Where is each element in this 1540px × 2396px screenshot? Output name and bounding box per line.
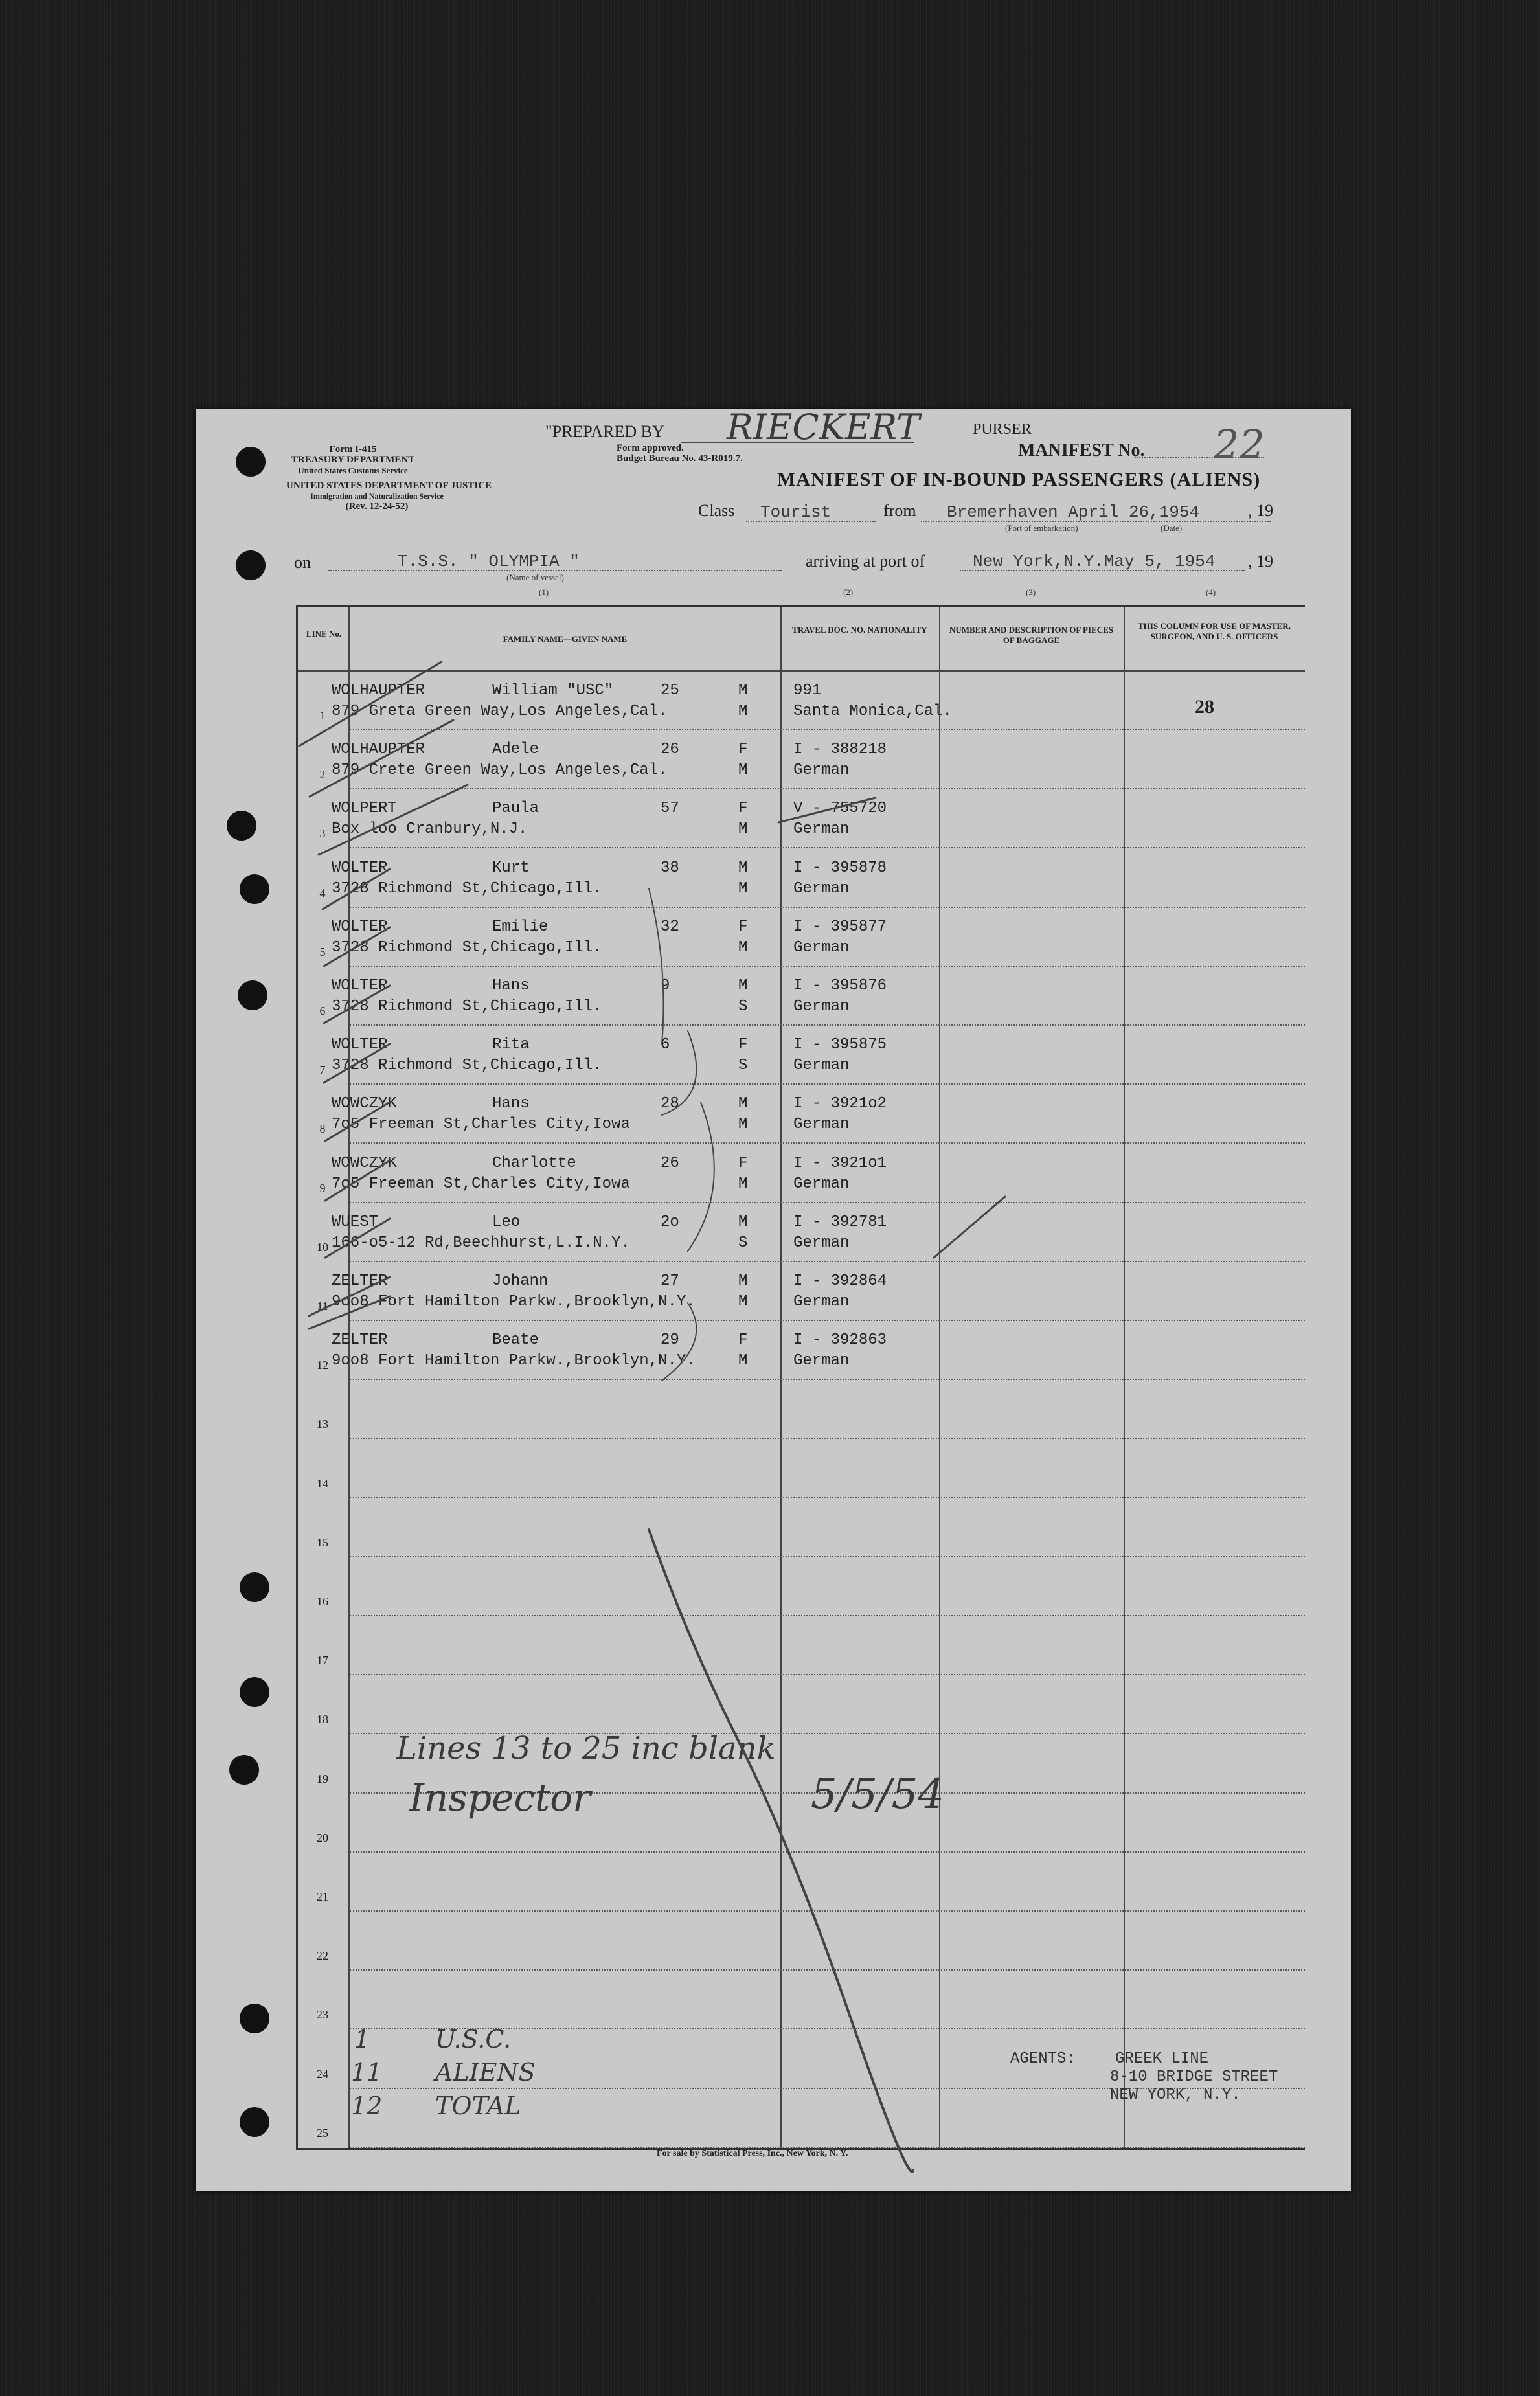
passenger-family-name: WOLTER (332, 918, 388, 936)
passenger-age: 38 (661, 859, 679, 877)
line-number: 24 (317, 2067, 328, 2081)
vessel-name: T.S.S. " OLYMPIA " (398, 552, 580, 571)
passenger-family-name: WOLHAUPTER (332, 741, 425, 759)
line-number: 5 (319, 945, 326, 958)
passenger-age: 2o (661, 1213, 679, 1231)
passenger-family-name: WUEST (332, 1213, 379, 1231)
passenger-marital-status: M (738, 762, 748, 780)
passenger-given-name: William "USC" (492, 682, 614, 699)
passenger-nationality: German (793, 1057, 850, 1075)
budget-bureau: Budget Bureau No. 43-R019.7. (617, 453, 743, 464)
passenger-address: 3728 Richmond St,Chicago,Ill. (332, 938, 602, 956)
line-number: 11 (317, 1300, 328, 1313)
passenger-age: 29 (661, 1331, 679, 1350)
treasury-dept: TREASURY DEPARTMENT (291, 455, 415, 465)
passenger-address: Box loo Cranbury,N.J. (332, 820, 528, 839)
passenger-family-name: ZELTER (332, 1272, 388, 1290)
col-header-line: LINE No. (306, 629, 342, 639)
travel-doc-number: I - 3921o2 (793, 1095, 887, 1113)
line-number: 16 (317, 1595, 328, 1608)
manifest-title: MANIFEST OF IN-BOUND PASSENGERS (ALIENS) (777, 469, 1261, 490)
passenger-marital-status: M (738, 938, 748, 956)
manifest-sheet (196, 409, 1351, 2191)
passenger-sex: M (738, 1272, 748, 1290)
year-suffix-1: , 19 (1248, 501, 1273, 520)
col-caption-2: (2) (843, 587, 854, 597)
col-header-officers: THIS COLUMN FOR USE OF MASTER, SURGEON, AND U. S. OFFICERS (1138, 621, 1291, 641)
passenger-nationality: German (793, 820, 850, 839)
form-revision: (Rev. 12-24-52) (345, 501, 409, 512)
travel-doc-number: I - 392863 (793, 1331, 887, 1350)
passenger-age: 26 (661, 1154, 679, 1172)
passenger-nationality: German (793, 1116, 850, 1134)
passenger-given-name: Beate (492, 1331, 539, 1350)
passenger-age: 26 (661, 741, 679, 759)
agents-label: AGENTS: (1010, 2050, 1076, 2068)
passenger-age: 27 (661, 1272, 679, 1290)
passenger-family-name: WOLTER (332, 977, 388, 995)
prepared-by-signature: RIECKERT (727, 407, 920, 447)
tally-label-usc: U.S.C. (435, 2025, 512, 2053)
travel-doc-number: 991 (793, 682, 822, 699)
customs-service: United States Customs Service (298, 466, 408, 475)
printer-footer: For sale by Statistical Press, Inc., New York, N. Y. (657, 2149, 848, 2158)
arriving-label: arriving at port of (806, 552, 925, 571)
passenger-address: 879 Greta Green Way,Los Angeles,Cal. (332, 703, 668, 720)
line-number: 6 (319, 1004, 326, 1017)
class-label: Class (698, 501, 735, 520)
passenger-age: 9 (661, 977, 670, 995)
passenger-family-name: WOWCZYK (332, 1154, 397, 1172)
col-caption-4: (4) (1206, 587, 1216, 597)
line-number: 25 (317, 2126, 328, 2140)
passenger-family-name: WOLTER (332, 1036, 388, 1054)
passenger-nationality: Santa Monica,Cal. (793, 703, 952, 720)
line-number: 13 (317, 1418, 328, 1431)
travel-doc-number: I - 388218 (793, 741, 887, 759)
passenger-family-name: WOLHAUPTER (332, 682, 425, 699)
line-number: 15 (317, 1535, 328, 1549)
inspection-date: 5/5/54 (811, 1770, 944, 1818)
passenger-sex: F (738, 741, 748, 759)
arrival-value: New York,N.Y.May 5, 1954 (973, 552, 1216, 571)
passenger-address: 9oo8 Fort Hamilton Parkw.,Brooklyn,N.Y. (332, 1352, 696, 1370)
from-label: from (883, 501, 916, 520)
passenger-given-name: Johann (492, 1272, 549, 1290)
passenger-address: 3728 Richmond St,Chicago,Ill. (332, 998, 602, 1015)
col-header-baggage: NUMBER AND DESCRIPTION OF PIECES OF BAGGAGE (949, 625, 1114, 645)
tally-label-aliens: ALIENS (435, 2058, 536, 2086)
form-id: Form I-415 (329, 444, 377, 455)
line-number: 14 (317, 1476, 328, 1490)
passenger-given-name: Paula (492, 800, 539, 818)
line-number: 4 (319, 886, 326, 899)
passenger-nationality: German (793, 938, 850, 956)
line-number: 10 (317, 1240, 328, 1254)
passenger-sex: F (738, 1154, 748, 1172)
line-number: 22 (317, 1949, 328, 1963)
passenger-age: 6 (661, 1036, 670, 1054)
form-approved: Form approved. (617, 443, 684, 453)
col-header-name: FAMILY NAME—GIVEN NAME (503, 634, 628, 644)
passenger-family-name: WOWCZYK (332, 1095, 397, 1113)
passenger-age: 28 (661, 1095, 679, 1113)
col-caption-1: (1) (539, 587, 549, 597)
purser-label: PURSER (973, 421, 1032, 438)
passenger-family-name: ZELTER (332, 1331, 388, 1350)
passenger-marital-status: S (738, 1057, 748, 1075)
passenger-address: 3728 Richmond St,Chicago,Ill. (332, 879, 602, 898)
officer-note: 28 (1195, 696, 1214, 718)
passenger-marital-status: M (738, 1175, 748, 1193)
travel-doc-number: I - 395875 (793, 1036, 887, 1054)
travel-doc-number: I - 392781 (793, 1213, 887, 1231)
passenger-marital-status: M (738, 703, 748, 720)
passenger-sex: M (738, 859, 748, 877)
passenger-nationality: German (793, 1352, 850, 1370)
passenger-given-name: Leo (492, 1213, 521, 1231)
passenger-sex: F (738, 1036, 748, 1054)
passenger-sex: M (738, 1095, 748, 1113)
passenger-family-name: WOLPERT (332, 800, 397, 818)
travel-doc-number: I - 392864 (793, 1272, 887, 1290)
passenger-given-name: Adele (492, 741, 539, 759)
passenger-address: 3728 Richmond St,Chicago,Ill. (332, 1057, 602, 1075)
agents-line-1: GREEK LINE (1115, 2050, 1209, 2068)
port-embark-caption: (Port of embarkation) (1005, 523, 1078, 533)
ins-service: Immigration and Naturalization Service (310, 492, 444, 501)
tally-count-total: 12 (351, 2092, 383, 2120)
embarkation-value: Bremerhaven April 26,1954 (947, 503, 1200, 522)
agents-line-2: 8-10 BRIDGE STREET (1110, 2068, 1278, 2086)
passenger-given-name: Hans (492, 1095, 530, 1113)
passenger-sex: F (738, 1331, 748, 1350)
passenger-address: 7o5 Freeman St,Charles City,Iowa (332, 1116, 630, 1134)
passenger-nationality: German (793, 762, 850, 780)
passenger-sex: M (738, 977, 748, 995)
line-number: 8 (319, 1122, 326, 1136)
passenger-age: 25 (661, 682, 679, 699)
prepared-by-label: "PREPARED BY (545, 422, 664, 441)
line-number: 1 (319, 709, 326, 722)
passenger-sex: F (738, 800, 748, 818)
line-number: 12 (317, 1359, 328, 1372)
line-number: 21 (317, 1890, 328, 1903)
lines-blank-note: Lines 13 to 25 inc blank (396, 1730, 776, 1767)
line-number: 19 (317, 1772, 328, 1785)
tally-count-aliens: 11 (351, 2058, 383, 2086)
line-number: 20 (317, 1831, 328, 1844)
passenger-address: 166-o5-12 Rd,Beechhurst,L.I.N.Y. (332, 1234, 630, 1252)
passenger-marital-status: M (738, 1293, 748, 1311)
passenger-address: 7o5 Freeman St,Charles City,Iowa (332, 1175, 630, 1193)
travel-doc-number: I - 395877 (793, 918, 887, 936)
line-number: 18 (317, 1713, 328, 1726)
passenger-marital-status: M (738, 820, 748, 839)
passenger-marital-status: S (738, 1234, 748, 1252)
line-number: 3 (319, 827, 326, 841)
passenger-age: 32 (661, 918, 679, 936)
col-caption-3: (3) (1026, 587, 1036, 597)
line-number: 17 (317, 1654, 328, 1667)
line-number: 2 (319, 768, 326, 782)
travel-doc-number: I - 395876 (793, 977, 887, 995)
passenger-nationality: German (793, 879, 850, 898)
inspector-signature: Inspector (409, 1776, 591, 1820)
vessel-caption: (Name of vessel) (506, 572, 564, 582)
passenger-nationality: German (793, 1293, 850, 1311)
passenger-sex: M (738, 682, 748, 699)
travel-doc-number: I - 395878 (793, 859, 887, 877)
on-label: on (294, 553, 311, 572)
passenger-sex: M (738, 1213, 748, 1231)
line-number: 23 (317, 2008, 328, 2022)
tally-count-usc: 1 (354, 2025, 370, 2053)
tally-label-total: TOTAL (435, 2092, 521, 2120)
passenger-marital-status: M (738, 1352, 748, 1370)
class-value: Tourist (760, 503, 832, 522)
passenger-given-name: Rita (492, 1036, 530, 1054)
passenger-nationality: German (793, 1175, 850, 1193)
travel-doc-number: I - 3921o1 (793, 1154, 887, 1172)
travel-doc-number: V - 755720 (793, 800, 887, 818)
passenger-nationality: German (793, 998, 850, 1015)
pen-marks (196, 409, 1351, 2191)
justice-dept: UNITED STATES DEPARTMENT OF JUSTICE (286, 480, 492, 491)
date-caption: (Date) (1161, 523, 1183, 533)
passenger-marital-status: M (738, 879, 748, 898)
passenger-given-name: Emilie (492, 918, 549, 936)
passenger-marital-status: S (738, 998, 748, 1015)
passenger-nationality: German (793, 1234, 850, 1252)
passenger-age: 57 (661, 800, 679, 818)
year-suffix-2: , 19 (1248, 552, 1273, 571)
col-header-travel: TRAVEL DOC. NO. NATIONALITY (792, 625, 927, 635)
passenger-address: 879 Crete Green Way,Los Angeles,Cal. (332, 762, 668, 780)
passenger-given-name: Kurt (492, 859, 530, 877)
passenger-family-name: WOLTER (332, 859, 388, 877)
agents-line-3: NEW YORK, N.Y. (1110, 2086, 1241, 2104)
passenger-given-name: Hans (492, 977, 530, 995)
line-number: 7 (319, 1063, 326, 1077)
manifest-no-label: MANIFEST No. (1018, 440, 1145, 460)
passenger-marital-status: M (738, 1116, 748, 1134)
passenger-given-name: Charlotte (492, 1154, 576, 1172)
manifest-number: 22 (1214, 421, 1265, 468)
line-number: 9 (319, 1181, 326, 1195)
passenger-address: 9oo8 Fort Hamilton Parkw.,Brooklyn,N.Y. (332, 1293, 696, 1311)
passenger-sex: F (738, 918, 748, 936)
